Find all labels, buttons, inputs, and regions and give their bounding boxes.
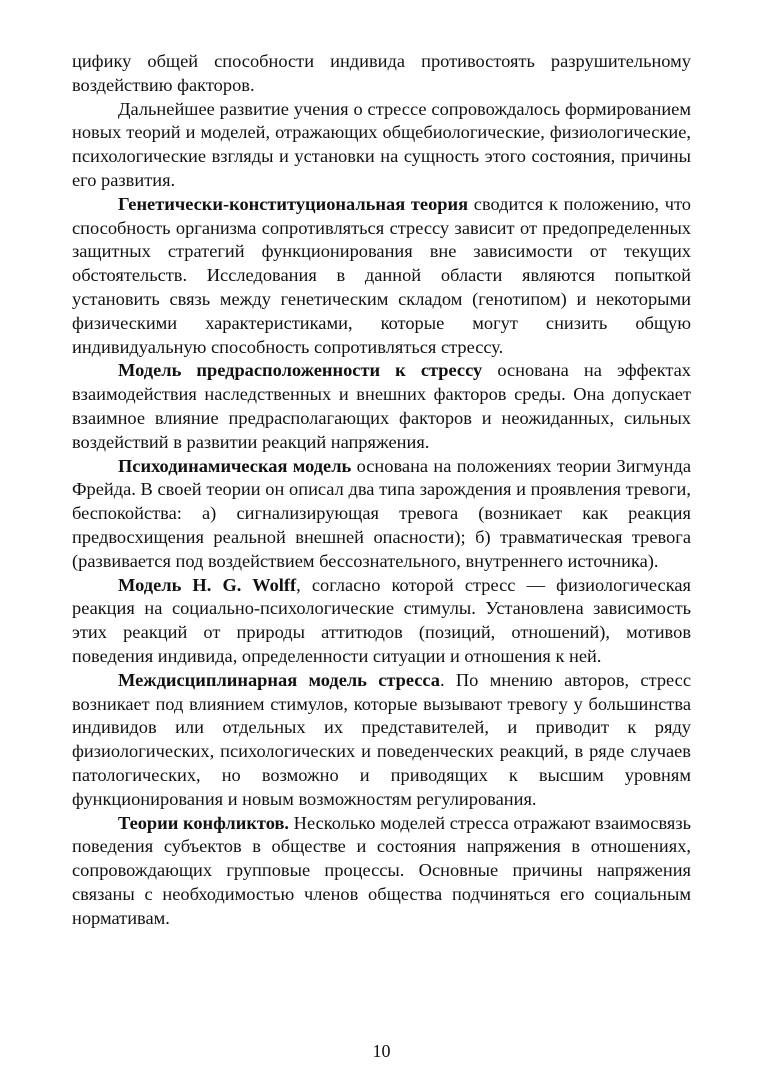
paragraph-text: Несколько моделей стресса отражают взаимосвязь поведения субъектов в обществе и состояния напряжения в отношениях, сопровождающих групповые процессы. Основные причины напряжения связаны с необходимостью членов общества подчиняться его социальным нормативам. — [72, 812, 691, 928]
paragraph-heading: Междисциплинарная модель стресса — [118, 669, 440, 690]
paragraph-psychodynamic-model — [72, 455, 691, 574]
paragraph-wolff-model — [72, 574, 691, 669]
paragraph-heading: Модель предрасположенности к стрессу — [118, 360, 483, 381]
paragraph-conflict-theories — [72, 812, 691, 931]
paragraph-text: цифику общей способности индивида противостоять разрушительному воздействию факторов. — [72, 51, 691, 95]
paragraph-text: основана на положениях теории Зигмунда Фрейда. В своей теории он описал два типа зарождения и проявления тревоги, беспокойства: а) сигнализирующая тревога (возникает как реакция предвосхищения реальной внешней опасности); б) травматическая тревога (развивается под воздействием бессознательного, внутреннего источника). — [72, 455, 692, 571]
paragraph-predisposition-model — [72, 359, 691, 454]
paragraph-text: . По мнению авторов, стресс возникает под влиянием стимулов, которые вызывают тревогу у большинства индивидов или отдельных их представителей, и приводит к ряду физиологических, психологических и поведенческих реакций, в ряде случаев патологических, но возможно и приводящих к высшим уровням функционирования и новым возможностям регулирования. — [72, 669, 691, 809]
paragraph-text: , согласно которой стресс — физиологическая реакция на социально-психологические стимулы. Установлена зависимость этих реакций от природы аттитюдов (позиций, отношений), мотивов поведения индивида, определенности ситуации и отношения к ней. — [72, 574, 691, 666]
paragraph-interdisciplinary-model — [72, 669, 691, 812]
page-body — [72, 50, 691, 930]
paragraph-text: сводится к положению, что способность организма сопротивляться стрессу зависит от предопределенных защитных стратегий функционирования вне зависимости от текущих обстоятельств. Исследования в данной области являются попыткой установить связь между генетическим складом (генотипом) и некоторыми физическими характеристиками, которые могут снизить общую индивидуальную способность сопротивляться стрессу. — [72, 193, 691, 357]
paragraph-heading: Модель H. G. Wolff — [118, 574, 297, 595]
paragraph-heading: Теории конфликтов. — [118, 812, 289, 833]
paragraph-continuation — [72, 50, 691, 98]
paragraph-text: Дальнейшее развитие учения о стрессе сопровождалось формированием новых теорий и моделей, отражающих общебиологические, физиологические, психологические взгляды и установки на сущность этого состояния, причины его развития. — [72, 98, 691, 190]
page-number: 10 — [372, 1041, 391, 1061]
paragraph-heading: Генетически-конституциональная теория — [118, 193, 469, 214]
paragraph-heading: Психодинамическая модель — [118, 455, 352, 476]
paragraph-stress-theory-development — [72, 98, 691, 193]
paragraph-genetic-theory — [72, 193, 691, 360]
paragraph-text: основана на эффектах взаимодействия наследственных и внешних факторов среды. Она допускает взаимное влияние предрасполагающих факторов и неожиданных, сильных воздействий в развитии реакций напряжения. — [72, 360, 692, 452]
